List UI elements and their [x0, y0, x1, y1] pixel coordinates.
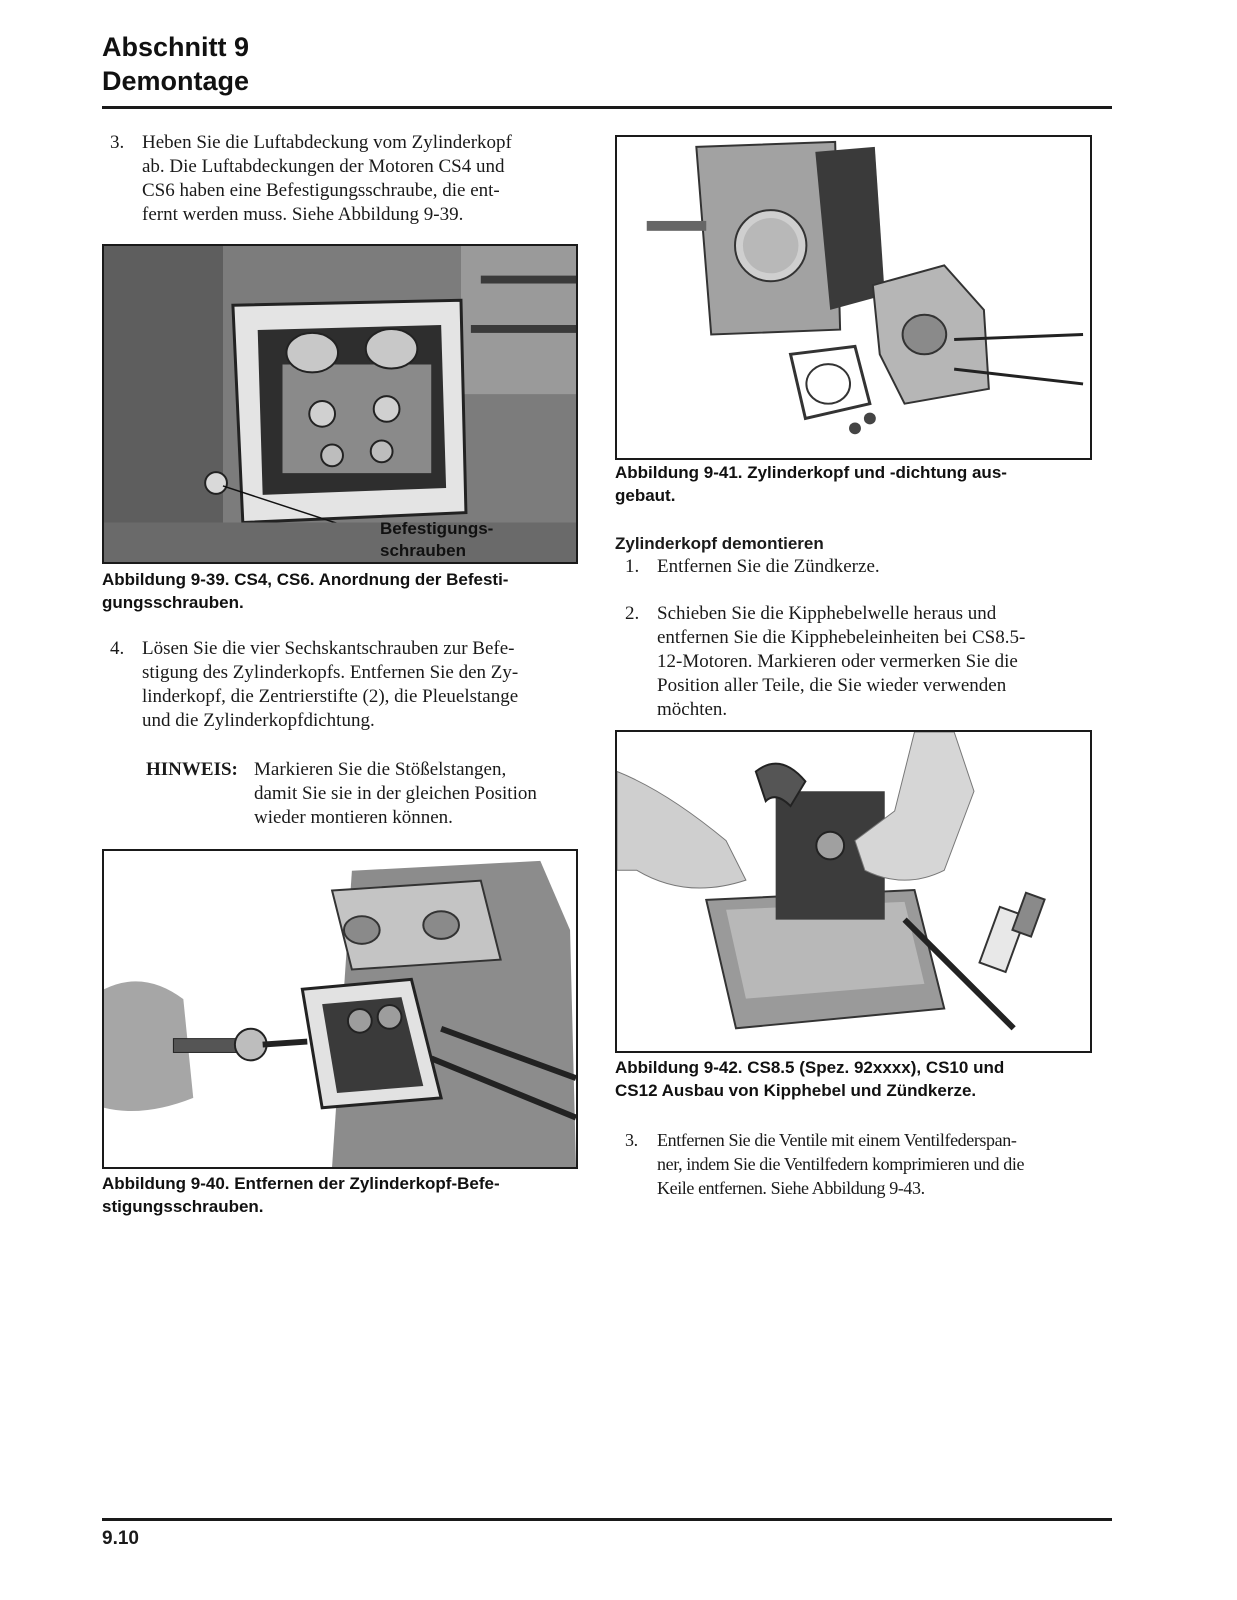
step-number: 3. — [110, 132, 125, 153]
step-line: möchten. — [657, 699, 728, 720]
step-line: fernt werden muss. Siehe Abbildung 9-39. — [142, 204, 464, 225]
figure-9-41-photo — [615, 135, 1092, 460]
caption-line: Abbildung 9-41. Zylinderkopf und -dichtung aus- — [615, 463, 1007, 482]
right-step-3 — [625, 1128, 1100, 1204]
section-title: Demontage — [102, 66, 250, 96]
caption-line: stigungsschrauben. — [102, 1197, 264, 1216]
callout-line: schrauben — [380, 541, 466, 560]
step-number: 4. — [110, 638, 125, 659]
page-number: 9.10 — [102, 1528, 139, 1549]
step-line: CS6 haben eine Befestigungsschraube, die ent- — [142, 180, 500, 201]
step-line: linderkopf, die Zentrierstifte (2), die Pleuelstange — [142, 686, 519, 707]
callout-line: Befestigungs- — [380, 519, 494, 538]
caption-line: Abbildung 9-40. Entfernen der Zylinderkopf-Befe- — [102, 1174, 500, 1193]
step-line: Entfernen Sie die Ventile mit einem Ventilfederspan- — [657, 1130, 1017, 1150]
subheading: Zylinderkopf demontieren — [615, 534, 824, 553]
step-line: 12-Motoren. Markieren oder vermerken Sie die — [657, 651, 1018, 672]
step-line: ab. Die Luftabdeckungen der Motoren CS4 und — [142, 156, 505, 177]
caption-line: CS12 Ausbau von Kipphebel und Zündkerze. — [615, 1081, 977, 1100]
note-label: HINWEIS: — [146, 759, 238, 780]
left-step-3 — [110, 131, 580, 231]
right-step-2 — [625, 602, 1095, 726]
step-line: stigung des Zylinderkopfs. Entfernen Sie den Zy- — [142, 662, 519, 683]
step-number: 2. — [625, 603, 640, 624]
step-number: 3. — [625, 1130, 638, 1150]
figure-9-39-callout — [380, 518, 493, 562]
caption-line: gebaut. — [615, 486, 676, 505]
figure-9-42-caption — [615, 1056, 1095, 1102]
caption-line: gungsschrauben. — [102, 593, 244, 612]
right-step-1 — [625, 555, 1095, 581]
note-line: damit Sie sie in der gleichen Position — [254, 783, 537, 804]
left-step-4 — [110, 637, 580, 737]
figure-9-39-caption — [102, 568, 582, 614]
caption-line: Abbildung 9-39. CS4, CS6. Anordnung der Befesti- — [102, 570, 509, 589]
step-line: ner, indem Sie die Ventilfedern komprimieren und die — [657, 1154, 1025, 1174]
step-number: 1. — [625, 556, 640, 577]
step-line: Position aller Teile, die Sie wieder verwenden — [657, 675, 1007, 696]
step-line: und die Zylinderkopfdichtung. — [142, 710, 375, 731]
figure-9-42-photo — [615, 730, 1092, 1053]
note-line: wieder montieren können. — [254, 807, 453, 828]
note-line: Markieren Sie die Stößelstangen, — [254, 759, 507, 780]
note-text — [254, 758, 584, 830]
step-line: Schieben Sie die Kipphebelwelle heraus und — [657, 603, 997, 624]
step-line: Keile entfernen. Siehe Abbildung 9-43. — [657, 1178, 925, 1198]
figure-9-41-caption — [615, 461, 1095, 507]
figure-9-40-photo — [102, 849, 578, 1169]
figure-9-39-photo — [102, 244, 578, 564]
step-line: Entfernen Sie die Zündkerze. — [657, 556, 880, 577]
figure-9-40-caption — [102, 1172, 582, 1218]
step-line: entfernen Sie die Kipphebeleinheiten bei CS8.5- — [657, 627, 1026, 648]
footer-rule — [102, 1518, 1112, 1521]
section-number: Abschnitt 9 — [102, 32, 250, 62]
step-line: Heben Sie die Luftabdeckung vom Zylinderkopf — [142, 132, 512, 153]
step-line: Lösen Sie die vier Sechskantschrauben zur Befe- — [142, 638, 515, 659]
caption-line: Abbildung 9-42. CS8.5 (Spez. 92xxxx), CS10 und — [615, 1058, 1005, 1077]
header-rule — [102, 106, 1112, 109]
